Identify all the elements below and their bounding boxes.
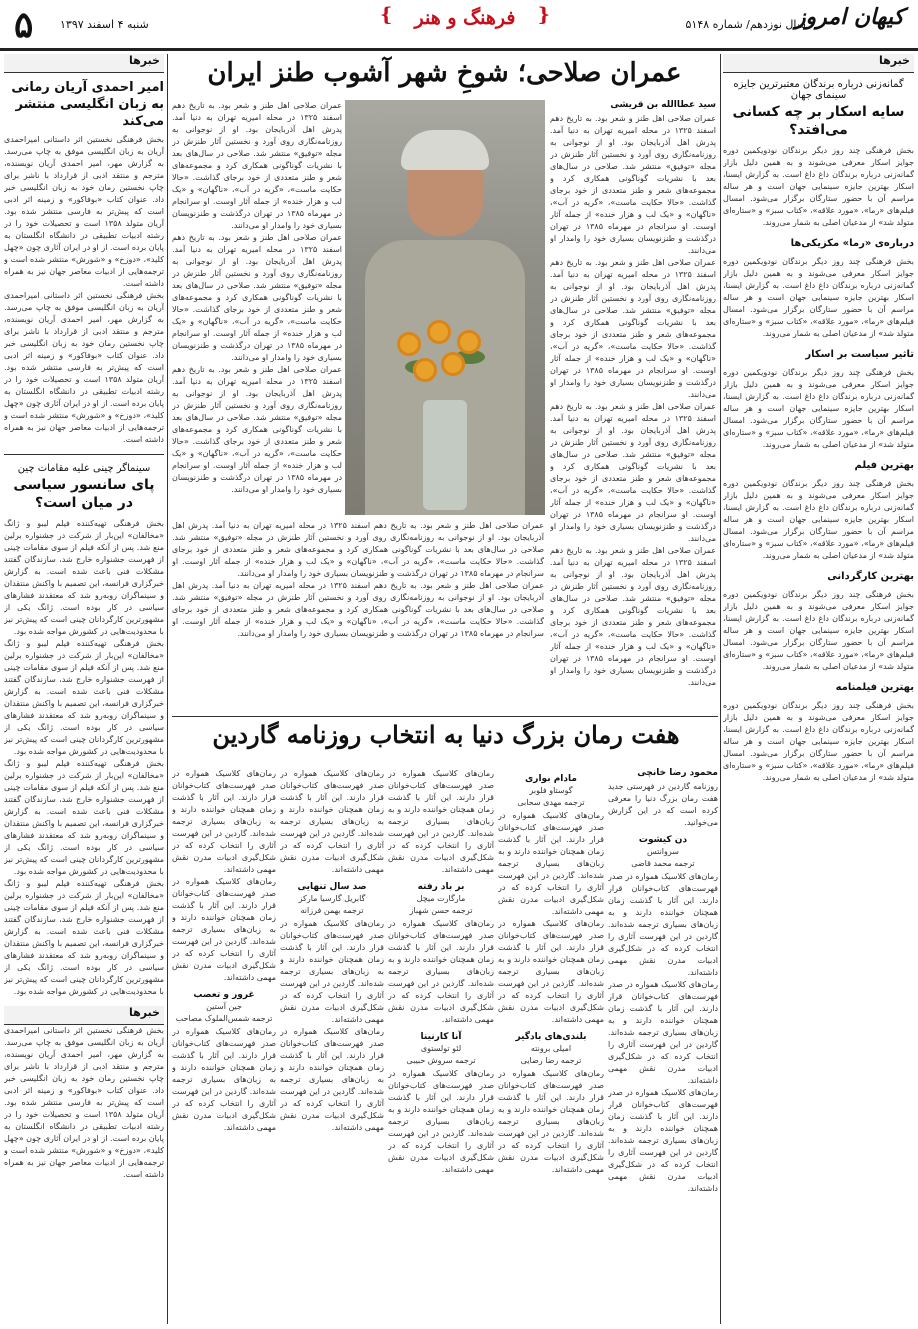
- bottom-body-5: رمان‌های کلاسیک همواره در صدر فهرست‌های کتاب‌خوانان قرار دارند. این آثار با گذشت زمان همچنان خواننده دارند و به زبان‌های بسیاری ترجمه شده‌اند. گاردین در این فهرست آثاری را انتخاب کرده که در شکل‌گیری ادبیات مدرن نقش مهمی داشته‌اند.: [172, 769, 276, 874]
- book-title-6: صد سال تنهایی: [297, 882, 367, 892]
- book-author-2: مارگارت میچل: [416, 894, 466, 903]
- page-number: ۵: [14, 4, 34, 46]
- main-article-body-1: عمران صلاحی اهل طنز و شعر بود. به تاریخ دهم اسفند ۱۳۲۵ در محله امیریه تهران به دنیا آمد. پدرش اهل آذربایجان بود. او از نوجوانی به روزنامه‌نگاری روی آورد و نخستین آثار طنزش در مجله «توفیق» منتشر شد. صلاحی در سال‌های بعد با نشریات گوناگونی همکاری کرد و مجموعه‌های شعر و طنز متعددی از خود برجای گذاشت. «حالا حکایت ماست»، «گریه در آب»، «ناگهان» و «یک لب و هزار خنده» از جمله آثار اوست. او سرانجام در مهرماه ۱۳۸۵ در تهران درگذشت و طنزنویسان بسیاری خود را وامدار او می‌دانند.: [550, 114, 716, 255]
- right-subhead-3: بهترین فیلم: [854, 460, 914, 471]
- main-article-body-2c: عمران صلاحی اهل طنز و شعر بود. به تاریخ دهم اسفند ۱۳۲۵ در محله امیریه تهران به دنیا آمد. پدرش اهل آذربایجان بود. او از نوجوانی به روزنامه‌نگاری روی آورد و نخستین آثار طنزش در مجله «توفیق» منتشر شد. صلاحی در سال‌های بعد با نشریات گوناگونی همکاری کرد و مجموعه‌های شعر و طنز متعددی از خود برجای گذاشت. «حالا حکایت ماست»، «گریه در آب»، «ناگهان» و «یک لب و هزار خنده» از جمله آثار اوست. او سرانجام در مهرماه ۱۳۸۵ در تهران درگذشت و طنزنویسان بسیاری خود را وامدار او می‌دانند.: [172, 365, 342, 494]
- left-story1-body: بخش فرهنگی نخستین اثر داستانی امیراحمدی آریان به زبان انگلیسی موفق به چاپ می‌رسد. به گزارش مهر، امیر احمدی آریان نویسنده، مترجم و منتقد ادبی از قرارداد با ناشر برای چاپ نخستین رمان خود به زبان انگلیسی خبر داد. عنوان کتاب «بوفاکور» و زمینه اثر ادبی است که پیش‌تر به فارسی منتشر شده بود. آریان متولد ۱۳۵۸ است و تحصیلات خود را در رشته ادبیات تطبیقی در دانشگاه انگلستان به پایان برده است. از او در ایران آثاری چون «چهل کلید»، «دوزخ» و «شورش» منتشر شده است و ترجمه‌هایی از ادبیات معاصر جهان نیز به همراه داشته است.: [4, 135, 164, 288]
- section-title: { فرهنگ و هنر }: [390, 7, 540, 33]
- left-news-heading: خبرها: [4, 54, 164, 73]
- bottom-body-1c: رمان‌های کلاسیک همواره در صدر فهرست‌های کتاب‌خوانان قرار دارند. این آثار با گذشت زمان همچنان خواننده دارند و به زبان‌های بسیاری ترجمه شده‌اند. گاردین در این فهرست آثاری را انتخاب کرده که در شکل‌گیری ادبیات مدرن نقش مهمی داشته‌اند.: [608, 1088, 718, 1193]
- main-article-title: عمران صلاحی؛ شوخِ شهر آشوب طنز ایران: [207, 58, 682, 88]
- left-story2-body-cont3: بخش فرهنگی تهیه‌کننده فیلم لیبو و ژانگ «مخالفان» این‌بار از شرکت در جشنواره برلین منع شد. پس از آنکه فیلم از سوی مقامات چینی از فهرست جشنواره خارج شد، سازندگان گفتند مشکلات فنی باعث شده است. به گزارش خبرگزاری فرانسه، این تصمیم با واکنش منتقدان و سینماگران روبه‌رو شد که معتقدند فشارهای سیاسی در کار بوده است. ژانگ یکی از مشهورترین کارگردانان چینی است که پیش‌تر نیز با محدودیت‌هایی در کشورش مواجه شده بود.: [4, 879, 164, 996]
- right-subhead-4: بهترین کارگردانی: [827, 571, 914, 582]
- book-translator-1: ترجمه محمد قاضی: [631, 859, 695, 868]
- divider: [4, 454, 164, 455]
- left-story2-body-cont2: بخش فرهنگی تهیه‌کننده فیلم لیبو و ژانگ «مخالفان» این‌بار از شرکت در جشنواره برلین منع شد. پس از آنکه فیلم از سوی مقامات چینی از فهرست جشنواره خارج شد، سازندگان گفتند مشکلات فنی باعث شده است. به گزارش خبرگزاری فرانسه، این تصمیم با واکنش منتقدان و سینماگران روبه‌رو شد که معتقدند فشارهای سیاسی در کار بوده است. ژانگ یکی از مشهورترین کارگردانان چینی است که پیش‌تر نیز با محدودیت‌هایی در کشورش مواجه شده بود.: [4, 759, 164, 876]
- column-rule-right: [720, 54, 721, 1324]
- book-translator-3: ترجمه مهدی سحابی: [517, 798, 585, 807]
- main-article-col-2: [172, 100, 342, 515]
- book-title-5: غرور و تعصب: [193, 990, 255, 1000]
- bottom-body-2c: رمان‌های کلاسیک همواره در صدر فهرست‌های کتاب‌خوانان قرار دارند. این آثار با گذشت زمان همچنان خواننده دارند و به زبان‌های بسیاری ترجمه شده‌اند. گاردین در این فهرست آثاری را انتخاب کرده که در شکل‌گیری ادبیات مدرن نقش مهمی داشته‌اند.: [498, 1069, 604, 1174]
- right-news-column: [723, 54, 914, 1324]
- left-news-column: [4, 54, 164, 1324]
- left-story1-title: امیر احمدی آریان رمانی به زبان انگلیسی منتشر می‌کند: [11, 80, 164, 129]
- left-story2-title: پای سانسور سیاسی در میان است؟: [13, 477, 155, 511]
- book-author-4: امیلی برونته: [530, 1044, 572, 1053]
- main-article-body-1c: عمران صلاحی اهل طنز و شعر بود. به تاریخ دهم اسفند ۱۳۲۵ در محله امیریه تهران به دنیا آمد. پدرش اهل آذربایجان بود. او از نوجوانی به روزنامه‌نگاری روی آورد و نخستین آثار طنزش در مجله «توفیق» منتشر شد. صلاحی در سال‌های بعد با نشریات گوناگونی همکاری کرد و مجموعه‌های شعر و طنز متعددی از خود برجای گذاشت. «حالا حکایت ماست»، «گریه در آب»، «ناگهان» و «یک لب و هزار خنده» از جمله آثار اوست. او سرانجام در مهرماه ۱۳۸۵ در تهران درگذشت و طنزنویسان بسیاری خود را وامدار او می‌دانند.: [550, 402, 716, 543]
- book-author-3: گوستاو فلوبر: [529, 786, 573, 795]
- right-story1-body-3: بخش فرهنگی چند روز دیگر برندگان نودویکمین دوره جوایز اسکار معرفی می‌شوند و به همین دلیل بازار گمانه‌زنی درباره برندگان داغ داغ است. به گزارش ایسنا، اسکار بهترین جایزه سینمایی جهان است و هر ساله مراسم آن با حضور ستارگان برگزار می‌شود. امسال فیلم‌های «رما»، «مورد علاقه»، «کتاب سبز» و «ستاره‌ای متولد شد» از مدعیان اصلی به شمار می‌روند.: [723, 368, 914, 449]
- book-translator-6: ترجمه بهمن فرزانه: [300, 906, 364, 915]
- right-story1-body-4: بخش فرهنگی چند روز دیگر برندگان نودویکمین دوره جوایز اسکار معرفی می‌شوند و به همین دلیل بازار گمانه‌زنی درباره برندگان داغ داغ است. به گزارش ایسنا، اسکار بهترین جایزه سینمایی جهان است و هر ساله مراسم آن با حضور ستارگان برگزار می‌شود. امسال فیلم‌های «رما»، «مورد علاقه»، «کتاب سبز» و «ستاره‌ای متولد شد» از مدعیان اصلی به شمار می‌روند.: [723, 479, 914, 560]
- bottom-body-2b: رمان‌های کلاسیک همواره در صدر فهرست‌های کتاب‌خوانان قرار دارند. این آثار با گذشت زمان همچنان خواننده دارند و به زبان‌های بسیاری ترجمه شده‌اند. گاردین در این فهرست آثاری را انتخاب کرده که در شکل‌گیری ادبیات مدرن نقش مهمی داشته‌اند.: [498, 919, 604, 1024]
- bottom-body-5b: رمان‌های کلاسیک همواره در صدر فهرست‌های کتاب‌خوانان قرار دارند. این آثار با گذشت زمان همچنان خواننده دارند و به زبان‌های بسیاری ترجمه شده‌اند. گاردین در این فهرست آثاری را انتخاب کرده که در شکل‌گیری ادبیات مدرن نقش مهمی داشته‌اند.: [172, 877, 276, 982]
- main-article-body-3: عمران صلاحی اهل طنز و شعر بود. به تاریخ دهم اسفند ۱۳۲۵ در محله امیریه تهران به دنیا آمد. پدرش اهل آذربایجان بود. او از نوجوانی به روزنامه‌نگاری روی آورد و نخستین آثار طنزش در مجله «توفیق» منتشر شد. صلاحی در سال‌های بعد با نشریات گوناگونی همکاری کرد و مجموعه‌های شعر و طنز متعددی از خود برجای گذاشت. «حالا حکایت ماست»، «گریه در آب»، «ناگهان» و «یک لب و هزار خنده» از جمله آثار اوست. او سرانجام در مهرماه ۱۳۸۵ در تهران درگذشت و طنزنویسان بسیاری خود را وامدار او می‌دانند.: [172, 521, 544, 578]
- right-story1-body-6: بخش فرهنگی چند روز دیگر برندگان نودویکمین دوره جوایز اسکار معرفی می‌شوند و به همین دلیل بازار گمانه‌زنی درباره برندگان داغ داغ است. به گزارش ایسنا، اسکار بهترین جایزه سینمایی جهان است و هر ساله مراسم آن با حضور ستارگان برگزار می‌شود. امسال فیلم‌های «رما»، «مورد علاقه»، «کتاب سبز» و «ستاره‌ای متولد شد» از مدعیان اصلی به شمار می‌روند.: [723, 701, 914, 782]
- left-story2-kicker: سینماگر چینی علیه مقامات چین: [17, 463, 151, 474]
- bottom-article-intro: روزنامه گاردین در فهرستی جدید هفت رمان بزرگ دنیا را معرفی کرده است که در این گزارش می‌خوانید.: [608, 782, 718, 827]
- right-subhead-2: تاثیر سیاست بر اسکار: [805, 349, 914, 360]
- main-article-body-1b: عمران صلاحی اهل طنز و شعر بود. به تاریخ دهم اسفند ۱۳۲۵ در محله امیریه تهران به دنیا آمد. پدرش اهل آذربایجان بود. او از نوجوانی به روزنامه‌نگاری روی آورد و نخستین آثار طنزش در مجله «توفیق» منتشر شد. صلاحی در سال‌های بعد با نشریات گوناگونی همکاری کرد و مجموعه‌های شعر و طنز متعددی از خود برجای گذاشت. «حالا حکایت ماست»، «گریه در آب»، «ناگهان» و «یک لب و هزار خنده» از جمله آثار اوست. او سرانجام در مهرماه ۱۳۸۵ در تهران درگذشت و طنزنویسان بسیاری خود را وامدار او می‌دانند.: [550, 258, 716, 399]
- book-translator-5: ترجمه شمس‌الملوک مصاحب: [175, 1014, 273, 1023]
- bottom-body-4b: رمان‌های کلاسیک همواره در صدر فهرست‌های کتاب‌خوانان قرار دارند. این آثار با گذشت زمان همچنان خواننده دارند و به زبان‌های بسیاری ترجمه شده‌اند. گاردین در این فهرست آثاری را انتخاب کرده که در شکل‌گیری ادبیات مدرن نقش مهمی داشته‌اند.: [280, 919, 384, 1024]
- left-story2-body-cont: بخش فرهنگی تهیه‌کننده فیلم لیبو و ژانگ «مخالفان» این‌بار از شرکت در جشنواره برلین منع شد. پس از آنکه فیلم از سوی مقامات چینی از فهرست جشنواره خارج شد، سازندگان گفتند مشکلات فنی باعث شده است. به گزارش خبرگزاری فرانسه، این تصمیم با واکنش منتقدان و سینماگران روبه‌رو شد که معتقدند فشارهای سیاسی در کار بوده است. ژانگ یکی از مشهورترین کارگردانان چینی است که پیش‌تر نیز با محدودیت‌هایی در کشورش مواجه شده بود.: [4, 639, 164, 756]
- right-story1-title: سایه اسکار بر چه کسانی می‌افتد؟: [732, 104, 905, 138]
- bottom-body-1: رمان‌های کلاسیک همواره در صدر فهرست‌های کتاب‌خوانان قرار دارند. این آثار با گذشت زمان همچنان خواننده دارند و به زبان‌های بسیاری ترجمه شده‌اند. گاردین در این فهرست آثاری را انتخاب کرده که در شکل‌گیری ادبیات مدرن نقش مهمی داشته‌اند.: [608, 872, 718, 977]
- bottom-article-byline: محمود رضا خانچی: [637, 768, 718, 778]
- book-author-6: گابریل گارسیا مارکز: [298, 894, 366, 903]
- bottom-col-4: [280, 768, 384, 1324]
- main-article-body-2b: عمران صلاحی اهل طنز و شعر بود. به تاریخ دهم اسفند ۱۳۲۵ در محله امیریه تهران به دنیا آمد. پدرش اهل آذربایجان بود. او از نوجوانی به روزنامه‌نگاری روی آورد و نخستین آثار طنزش در مجله «توفیق» منتشر شد. صلاحی در سال‌های بعد با نشریات گوناگونی همکاری کرد و مجموعه‌های شعر و طنز متعددی از خود برجای گذاشت. «حالا حکایت ماست»، «گریه در آب»، «ناگهان» و «یک لب و هزار خنده» از جمله آثار اوست. او سرانجام در مهرماه ۱۳۸۵ در تهران درگذشت و طنزنویسان بسیاری خود را وامدار او می‌دانند.: [172, 233, 342, 362]
- right-news-heading: خبرها: [723, 54, 914, 73]
- left-story1-body-cont: بخش فرهنگی نخستین اثر داستانی امیراحمدی آریان به زبان انگلیسی موفق به چاپ می‌رسد. به گزارش مهر، امیر احمدی آریان نویسنده، مترجم و منتقد ادبی از قرارداد با ناشر برای چاپ نخستین رمان خود به زبان انگلیسی خبر داد. عنوان کتاب «بوفاکور» و زمینه اثر ادبی است که پیش‌تر به فارسی منتشر شده بود. آریان متولد ۱۳۵۸ است و تحصیلات خود را در رشته ادبیات تطبیقی در دانشگاه انگلستان به پایان برده است. از او در ایران آثاری چون «چهل کلید»، «دوزخ» و «شورش» منتشر شده است و ترجمه‌هایی از ادبیات معاصر جهان نیز به همراه داشته است.: [4, 291, 164, 444]
- book-translator-7: ترجمه سروش حبیبی: [406, 1056, 476, 1065]
- bottom-col-5: [172, 768, 276, 1324]
- book-title-3: مادام بواری: [525, 774, 577, 784]
- newspaper-logo: کیهان امروز: [794, 4, 904, 30]
- bottom-body-5c: رمان‌های کلاسیک همواره در صدر فهرست‌های کتاب‌خوانان قرار دارند. این آثار با گذشت زمان همچنان خواننده دارند و به زبان‌های بسیاری ترجمه شده‌اند. گاردین در این فهرست آثاری را انتخاب کرده که در شکل‌گیری ادبیات مدرن نقش مهمی داشته‌اند.: [172, 1027, 276, 1132]
- book-translator-4: ترجمه رضا رضایی: [520, 1056, 582, 1065]
- bottom-col-3: [388, 768, 494, 1324]
- main-article-body-2: عمران صلاحی اهل طنز و شعر بود. به تاریخ دهم اسفند ۱۳۲۵ در محله امیریه تهران به دنیا آمد. پدرش اهل آذربایجان بود. او از نوجوانی به روزنامه‌نگاری روی آورد و نخستین آثار طنزش در مجله «توفیق» منتشر شد. صلاحی در سال‌های بعد با نشریات گوناگونی همکاری کرد و مجموعه‌های شعر و طنز متعددی از خود برجای گذاشت. «حالا حکایت ماست»، «گریه در آب»، «ناگهان» و «یک لب و هزار خنده» از جمله آثار اوست. او سرانجام در مهرماه ۱۳۸۵ در تهران درگذشت و طنزنویسان بسیاری خود را وامدار او می‌دانند.: [172, 101, 342, 230]
- bottom-col-2: [498, 768, 604, 1324]
- main-article-body-1d: عمران صلاحی اهل طنز و شعر بود. به تاریخ دهم اسفند ۱۳۲۵ در محله امیریه تهران به دنیا آمد. پدرش اهل آذربایجان بود. او از نوجوانی به روزنامه‌نگاری روی آورد و نخستین آثار طنزش در مجله «توفیق» منتشر شد. صلاحی در سال‌های بعد با نشریات گوناگونی همکاری کرد و مجموعه‌های شعر و طنز متعددی از خود برجای گذاشت. «حالا حکایت ماست»، «گریه در آب»، «ناگهان» و «یک لب و هزار خنده» از جمله آثار اوست. او سرانجام در مهرماه ۱۳۸۵ در تهران درگذشت و طنزنویسان بسیاری خود را وامدار او می‌دانند.: [550, 546, 716, 687]
- main-article-col-3: [172, 520, 544, 715]
- main-article-byline: سید عطاالله بن قریشی: [610, 100, 716, 110]
- bottom-body-3b: رمان‌های کلاسیک همواره در صدر فهرست‌های کتاب‌خوانان قرار دارند. این آثار با گذشت زمان همچنان خواننده دارند و به زبان‌های بسیاری ترجمه شده‌اند. گاردین در این فهرست آثاری را انتخاب کرده که در شکل‌گیری ادبیات مدرن نقش مهمی داشته‌اند.: [388, 919, 494, 1024]
- bottom-body-3c: رمان‌های کلاسیک همواره در صدر فهرست‌های کتاب‌خوانان قرار دارند. این آثار با گذشت زمان همچنان خواننده دارند و به زبان‌های بسیاری ترجمه شده‌اند. گاردین در این فهرست آثاری را انتخاب کرده که در شکل‌گیری ادبیات مدرن نقش مهمی داشته‌اند.: [388, 1069, 494, 1174]
- article-divider: [172, 716, 718, 717]
- bottom-article-title: هفت رمان بزرگ دنیا به انتخاب روزنامه گاردین: [212, 720, 680, 749]
- right-subhead-5: بهترین فیلمنامه: [835, 682, 914, 693]
- page-header: [0, 0, 918, 51]
- book-title-2: بر باد رفته: [417, 882, 465, 892]
- book-title-4: بلندی‌های بادگیر: [515, 1032, 587, 1042]
- book-translator-2: ترجمه حسن شهباز: [409, 906, 473, 915]
- main-article-col-1: [550, 100, 716, 710]
- issue-date: شنبه ۴ اسفند ۱۳۹۷: [60, 18, 149, 31]
- bottom-body-3: رمان‌های کلاسیک همواره در صدر فهرست‌های کتاب‌خوانان قرار دارند. این آثار با گذشت زمان همچنان خواننده دارند و به زبان‌های بسیاری ترجمه شده‌اند. گاردین در این فهرست آثاری را انتخاب کرده که در شکل‌گیری ادبیات مدرن نقش مهمی داشته‌اند.: [388, 769, 494, 874]
- right-subhead-1: درباره‌ی «رما» مکزیکی‌ها: [790, 238, 914, 249]
- book-title-1: دن کیشوت: [638, 835, 688, 845]
- bottom-body-4: رمان‌های کلاسیک همواره در صدر فهرست‌های کتاب‌خوانان قرار دارند. این آثار با گذشت زمان همچنان خواننده دارند و به زبان‌های بسیاری ترجمه شده‌اند. گاردین در این فهرست آثاری را انتخاب کرده که در شکل‌گیری ادبیات مدرن نقش مهمی داشته‌اند.: [280, 769, 384, 874]
- bottom-col-1: [608, 768, 718, 1324]
- bottom-body-4c: رمان‌های کلاسیک همواره در صدر فهرست‌های کتاب‌خوانان قرار دارند. این آثار با گذشت زمان همچنان خواننده دارند و به زبان‌های بسیاری ترجمه شده‌اند. گاردین در این فهرست آثاری را انتخاب کرده که در شکل‌گیری ادبیات مدرن نقش مهمی داشته‌اند.: [280, 1027, 384, 1132]
- portrait-photo: [345, 100, 545, 515]
- bottom-body-2: رمان‌های کلاسیک همواره در صدر فهرست‌های کتاب‌خوانان قرار دارند. این آثار با گذشت زمان همچنان خواننده دارند و به زبان‌های بسیاری ترجمه شده‌اند. گاردین در این فهرست آثاری را انتخاب کرده که در شکل‌گیری ادبیات مدرن نقش مهمی داشته‌اند.: [498, 811, 604, 916]
- bottom-body-1b: رمان‌های کلاسیک همواره در صدر فهرست‌های کتاب‌خوانان قرار دارند. این آثار با گذشت زمان همچنان خواننده دارند و به زبان‌های بسیاری ترجمه شده‌اند. گاردین در این فهرست آثاری را انتخاب کرده که در شکل‌گیری ادبیات مدرن نقش مهمی داشته‌اند.: [608, 980, 718, 1085]
- book-author-7: لئو تولستوی: [420, 1044, 462, 1053]
- column-rule-left: [167, 54, 168, 1324]
- right-story1-body-5: بخش فرهنگی چند روز دیگر برندگان نودویکمین دوره جوایز اسکار معرفی می‌شوند و به همین دلیل بازار گمانه‌زنی درباره برندگان داغ داغ است. به گزارش ایسنا، اسکار بهترین جایزه سینمایی جهان است و هر ساله مراسم آن با حضور ستارگان برگزار می‌شود. امسال فیلم‌های «رما»، «مورد علاقه»، «کتاب سبز» و «ستاره‌ای متولد شد» از مدعیان اصلی به شمار می‌روند.: [723, 590, 914, 671]
- book-title-7: آنا کارنینا: [420, 1032, 462, 1042]
- issue-number: سال نوزدهم/ شماره ۵۱۴۸: [685, 18, 806, 31]
- left-story2-body: بخش فرهنگی تهیه‌کننده فیلم لیبو و ژانگ «مخالفان» این‌بار از شرکت در جشنواره برلین منع شد. پس از آنکه فیلم از سوی مقامات چینی از فهرست جشنواره خارج شد، سازندگان گفتند مشکلات فنی باعث شده است. به گزارش خبرگزاری فرانسه، این تصمیم با واکنش منتقدان و سینماگران روبه‌رو شد که معتقدند فشارهای سیاسی در کار بوده است. ژانگ یکی از مشهورترین کارگردانان چینی است که پیش‌تر نیز با محدودیت‌هایی در کشورش مواجه شده بود.: [4, 519, 164, 636]
- right-story1-body: بخش فرهنگی چند روز دیگر برندگان نودویکمین دوره جوایز اسکار معرفی می‌شوند و به همین دلیل بازار گمانه‌زنی درباره برندگان داغ داغ است. به گزارش ایسنا، اسکار بهترین جایزه سینمایی جهان است و هر ساله مراسم آن با حضور ستارگان برگزار می‌شود. امسال فیلم‌های «رما»، «مورد علاقه»، «کتاب سبز» و «ستاره‌ای متولد شد» از مدعیان اصلی به شمار می‌روند.: [723, 146, 914, 227]
- book-author-5: جین آستین: [206, 1002, 242, 1011]
- left-news-extra: بخش فرهنگی نخستین اثر داستانی امیراحمدی آریان به زبان انگلیسی موفق به چاپ می‌رسد. به گزارش مهر، امیر احمدی آریان نویسنده، مترجم و منتقد ادبی از قرارداد با ناشر برای چاپ نخستین رمان خود به زبان انگلیسی خبر داد. عنوان کتاب «بوفاکور» و زمینه اثر ادبی است که پیش‌تر به فارسی منتشر شده بود. آریان متولد ۱۳۵۸ است و تحصیلات خود را در رشته ادبیات تطبیقی در دانشگاه انگلستان به پایان برده است. از او در ایران آثاری چون «چهل کلید»، «دوزخ» و «شورش» منتشر شده است و ترجمه‌هایی از ادبیات معاصر جهان نیز به همراه داشته است.: [4, 1026, 164, 1179]
- left-news-heading-2: خبرها: [4, 1006, 164, 1025]
- main-article-body-3b: عمران صلاحی اهل طنز و شعر بود. به تاریخ دهم اسفند ۱۳۲۵ در محله امیریه تهران به دنیا آمد. پدرش اهل آذربایجان بود. او از نوجوانی به روزنامه‌نگاری روی آورد و نخستین آثار طنزش در مجله «توفیق» منتشر شد. صلاحی در سال‌های بعد با نشریات گوناگونی همکاری کرد و مجموعه‌های شعر و طنز متعددی از خود برجای گذاشت. «حالا حکایت ماست»، «گریه در آب»، «ناگهان» و «یک لب و هزار خنده» از جمله آثار اوست. او سرانجام در مهرماه ۱۳۸۵ در تهران درگذشت و طنزنویسان بسیاری خود را وامدار او می‌دانند.: [172, 581, 544, 638]
- book-author-1: سروانتس: [646, 847, 680, 856]
- right-story1-kicker: گمانه‌زنی درباره برندگان معتبرترین جایزه سینمای جهان: [733, 79, 904, 101]
- right-story1-body-2: بخش فرهنگی چند روز دیگر برندگان نودویکمین دوره جوایز اسکار معرفی می‌شوند و به همین دلیل بازار گمانه‌زنی درباره برندگان داغ داغ است. به گزارش ایسنا، اسکار بهترین جایزه سینمایی جهان است و هر ساله مراسم آن با حضور ستارگان برگزار می‌شود. امسال فیلم‌های «رما»، «مورد علاقه»، «کتاب سبز» و «ستاره‌ای متولد شد» از مدعیان اصلی به شمار می‌روند.: [723, 257, 914, 338]
